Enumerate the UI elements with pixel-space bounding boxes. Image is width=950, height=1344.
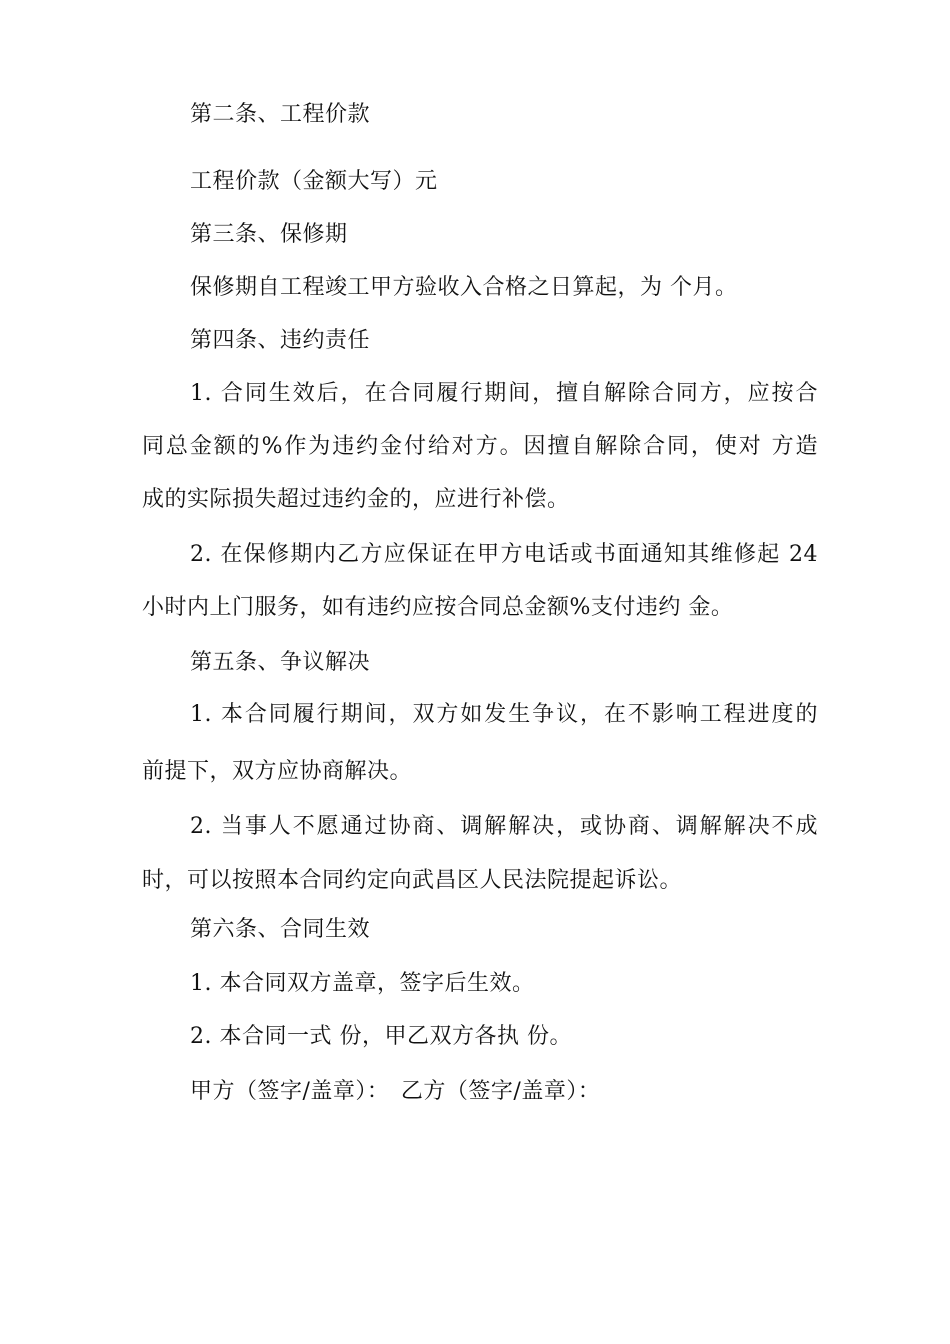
clause-4-1-line-1: 1. 合同生效后，在合同履行期间，擅自解除合同方，应按合 [190,381,818,406]
article-4-heading: 第四条、违约责任 [190,328,371,353]
signature-line: 甲方（签字/盖章）： 乙方（签字/盖章）： [190,1079,601,1104]
warranty-period-line: 保修期自工程竣工甲方验收入合格之日算起，为 个月。 [190,275,738,300]
article-6-heading: 第六条、合同生效 [190,917,371,942]
article-2-heading: 第二条、工程价款 [190,102,371,127]
article-5-heading: 第五条、争议解决 [190,650,371,675]
clause-6-1: 1. 本合同双方盖章，签字后生效。 [190,971,535,996]
clause-4-2-line-1: 2. 在保修期内乙方应保证在甲方电话或书面通知其维修起 24 [190,542,818,567]
clause-4-1-line-3: 成的实际损失超过违约金的，应进行补偿。 [142,487,570,512]
clause-4-1-line-2: 同总金额的%作为违约金付给对方。因擅自解除合同，使对 方造 [142,434,818,459]
clause-5-2-line-2: 时，可以按照本合同约定向武昌区人民法院提起诉讼。 [142,868,683,893]
clause-5-2-line-1: 2. 当事人不愿通过协商、调解解决，或协商、调解解决不成 [190,814,818,839]
clause-5-1-line-2: 前提下，双方应协商解决。 [142,759,413,784]
article-3-heading: 第三条、保修期 [190,222,348,247]
clause-6-2: 2. 本合同一式 份，甲乙双方各执 份。 [190,1024,572,1049]
clause-5-1-line-1: 1. 本合同履行期间，双方如发生争议，在不影响工程进度的 [190,702,818,727]
clause-4-2-line-2: 小时内上门服务，如有违约应按合同总金额%支付违约 金。 [142,595,734,620]
contract-price-line: 工程价款（金额大写）元 [190,169,438,194]
